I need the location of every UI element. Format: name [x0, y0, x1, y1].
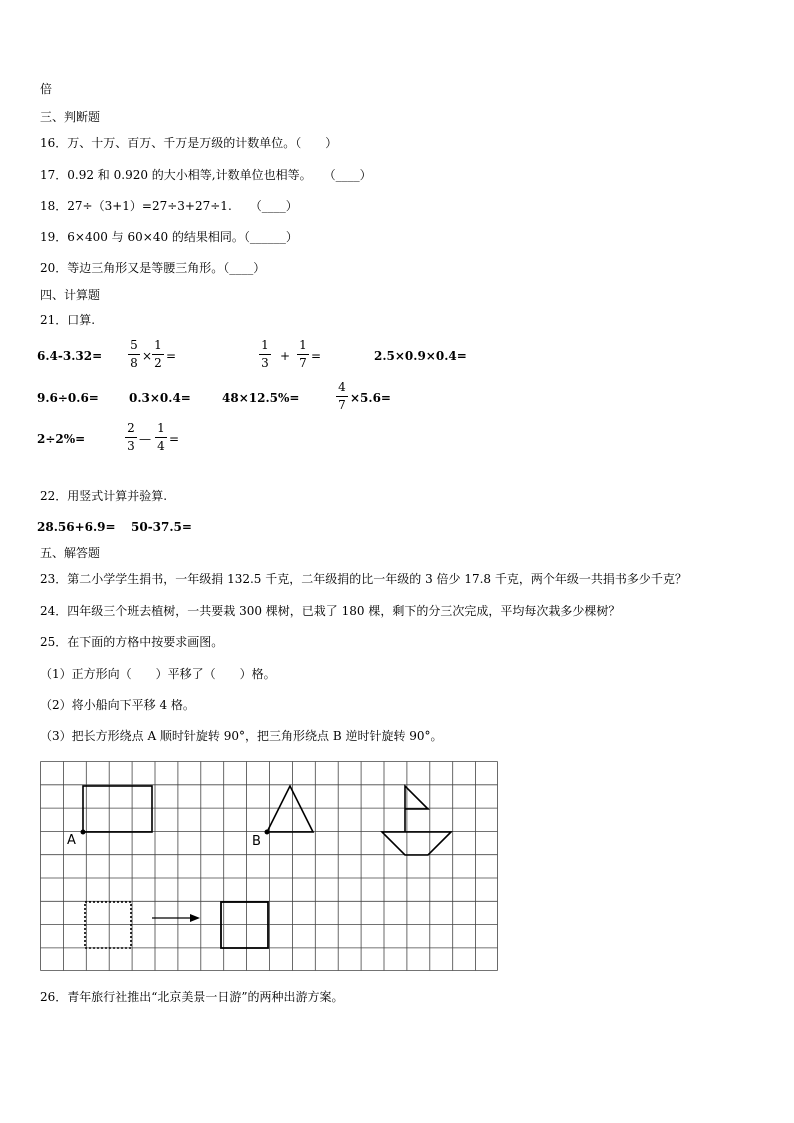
- question-21: 21．口算.: [40, 313, 96, 327]
- vertical-calc-item: 50-37.5=: [131, 520, 192, 534]
- boat-sail: [405, 786, 428, 832]
- operator: =: [311, 349, 322, 363]
- fraction: 1 7: [297, 339, 309, 370]
- oral-item: 9.6÷0.6=: [37, 391, 99, 405]
- section-title-calculation: 四、计算题: [40, 288, 101, 302]
- triangle-shape: [267, 786, 313, 832]
- question-20: 20．等边三角形又是等腰三角形。（____）: [40, 261, 266, 275]
- question-25-part-1: （1）正方形向（ ）平移了（ ）格。: [40, 667, 276, 681]
- fraction: 1 4: [155, 422, 167, 453]
- fraction: 2 3: [125, 422, 137, 453]
- question-26: 26．青年旅行社推出“北京美景一日游”的两种出游方案。: [40, 990, 344, 1004]
- operator: —: [139, 432, 151, 446]
- oral-item: 2÷2%=: [37, 432, 86, 446]
- continued-text: 倍: [40, 82, 53, 96]
- question-22: 22．用竖式计算并验算.: [40, 489, 168, 503]
- vertical-calc-item: 28.56+6.9=: [37, 520, 116, 534]
- fraction: 1 2: [152, 339, 164, 370]
- label-a: A: [67, 833, 76, 848]
- question-25: 25．在下面的方格中按要求画图。: [40, 635, 224, 649]
- question-18: 18．27÷（3+1）=27÷3+27÷1. （____）: [40, 199, 298, 213]
- oral-item: 48×12.5%=: [222, 391, 300, 405]
- point-b: [265, 830, 270, 835]
- oral-item: 2.5×0.9×0.4=: [374, 349, 467, 363]
- question-23: 23．第二小学学生捐书，一年级捐 132.5 千克，二年级捐的比一年级的 3 倍少 17.8 千克，两个年级一共捐书多少千克？: [40, 572, 687, 586]
- oral-item: ×5.6=: [350, 391, 391, 405]
- operator: ×: [142, 349, 153, 363]
- question-25-part-2: （2）将小船向下平移 4 格。: [40, 698, 195, 712]
- question-25-part-3: （3）把长方形绕点 A 顺时针旋转 90°，把三角形绕点 B 逆时针旋转 90°。: [40, 729, 443, 743]
- fraction: 1 3: [259, 339, 271, 370]
- section-title-judgement: 三、判断题: [40, 110, 101, 124]
- question-17: 17．0.92 和 0.920 的大小相等,计数单位也相等。 （____）: [40, 168, 372, 182]
- arrow-head-icon: [190, 914, 200, 922]
- oral-item: 6.4-3.32=: [37, 349, 103, 363]
- operator: +: [280, 349, 291, 363]
- rectangle-shape: [83, 786, 152, 832]
- question-19: 19．6×400 与 60×40 的结果相同。（______）: [40, 230, 298, 244]
- fraction: 5 8: [128, 339, 140, 370]
- operator: =: [166, 349, 177, 363]
- fraction: 4 7: [336, 381, 348, 412]
- label-b: B: [252, 834, 261, 849]
- drawing-grid: [40, 761, 498, 974]
- grid-svg: [40, 761, 498, 971]
- section-title-solve: 五、解答题: [40, 546, 101, 560]
- oral-item: 0.3×0.4=: [129, 391, 191, 405]
- point-a: [81, 830, 86, 835]
- boat-hull: [382, 832, 451, 855]
- grid-lines: [41, 762, 498, 971]
- operator: =: [169, 432, 180, 446]
- question-16: 16．万、十万、百万、千万是万级的计数单位。（ ）: [40, 136, 338, 150]
- question-24: 24．四年级三个班去植树，一共要栽 300 棵树，已栽了 180 棵，剩下的分三次完成，平均每次栽多少棵树？: [40, 604, 621, 618]
